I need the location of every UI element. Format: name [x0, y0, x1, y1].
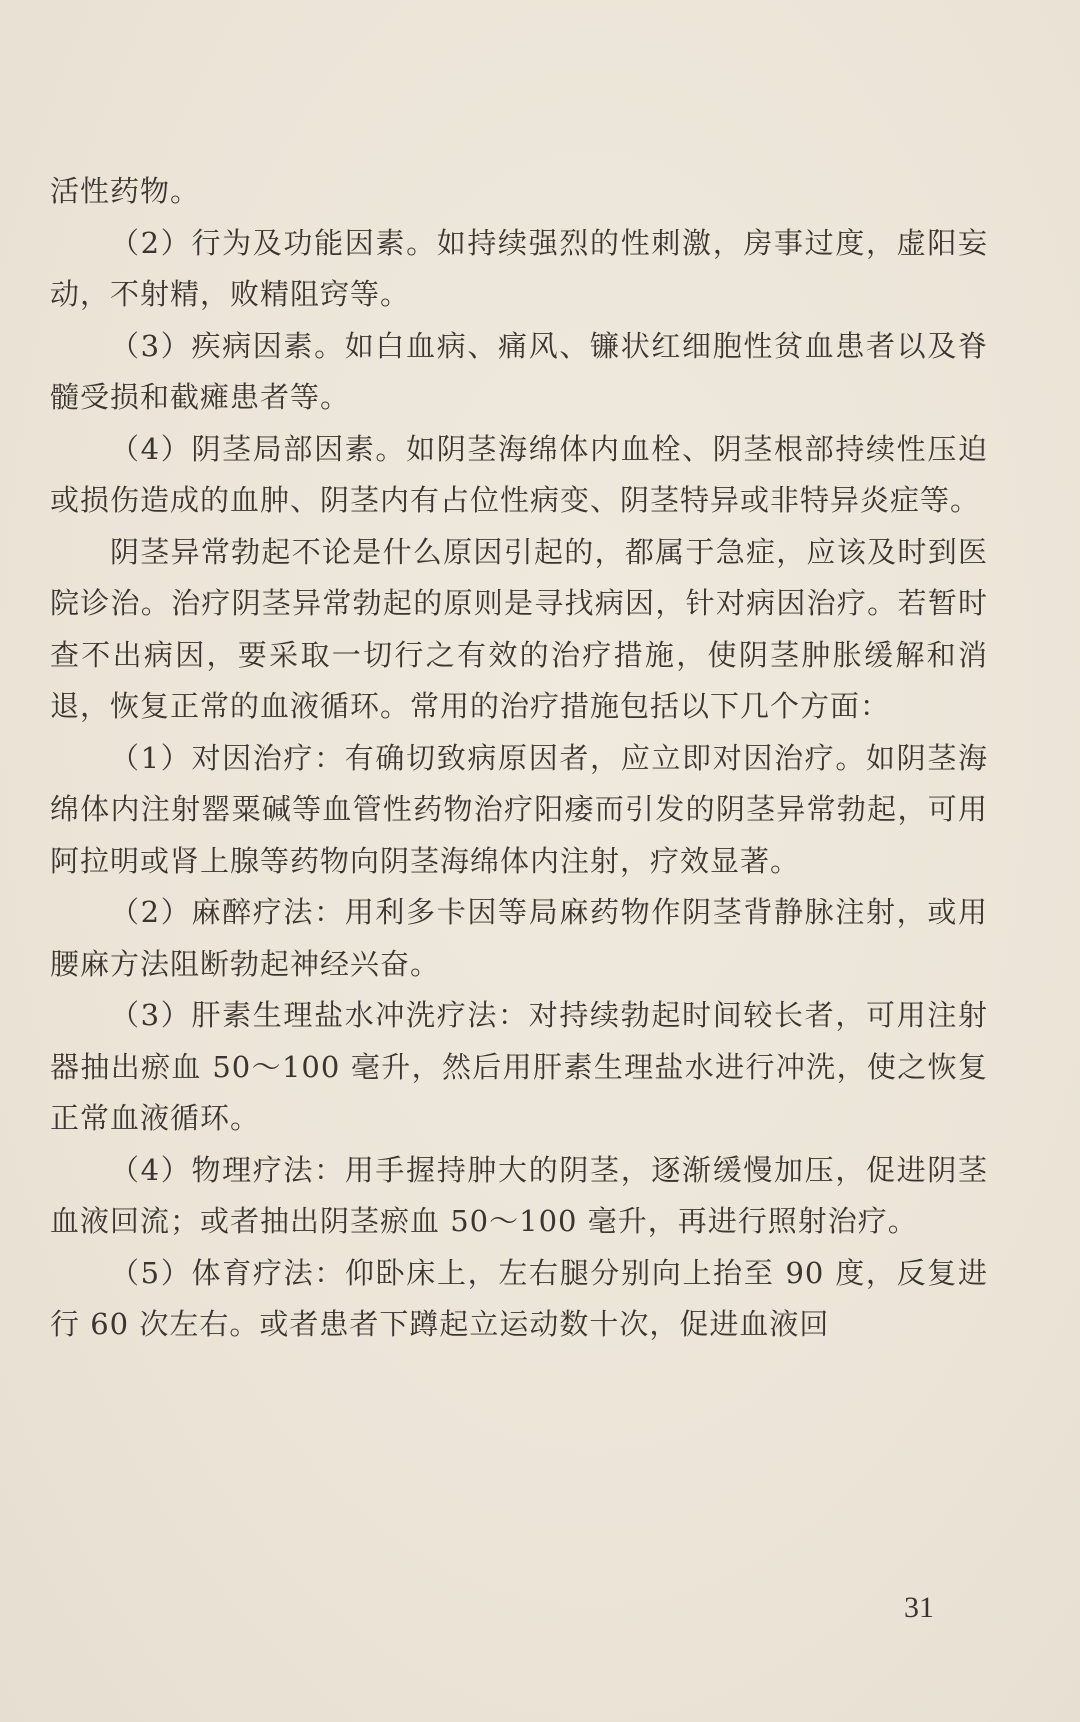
paragraph-3: （3）疾病因素。如白血病、痛风、镰状红细胞性贫血患者以及脊髓受损和截瘫患者等。	[50, 328, 988, 414]
page-number: 31	[904, 1591, 934, 1624]
paragraph-4: （4）阴茎局部因素。如阴茎海绵体内血栓、阴茎根部持续性压迫或损伤造成的血肿、阴茎内有占位性病变、阴茎特异或非特异炎症等。	[50, 431, 988, 517]
paragraph-7: （2）麻醉疗法：用利多卡因等局麻药物作阴茎背静脉注射，或用腰麻方法阻断勃起神经兴奋。	[50, 895, 988, 981]
paragraph-9: （4）物理疗法：用手握持肿大的阴茎，逐渐缓慢加压，促进阴茎血液回流；或者抽出阴茎瘀血 50～100 毫升，再进行照射治疗。	[50, 1152, 988, 1238]
paragraph-8: （3）肝素生理盐水冲洗疗法：对持续勃起时间较长者，可用注射器抽出瘀血 50～100 毫升，然后用肝素生理盐水进行冲洗，使之恢复正常血液循环。	[50, 998, 988, 1135]
paragraph-5: 阴茎异常勃起不论是什么原因引起的，都属于急症，应该及时到医院诊治。治疗阴茎异常勃起的原则是寻找病因，针对病因治疗。若暂时查不出病因，要采取一切行之有效的治疗措施，使阴茎肿胀缓解和消退，恢复正常的血液循环。常用的治疗措施包括以下几个方面：	[50, 534, 988, 723]
paragraph-10: （5）体育疗法：仰卧床上，左右腿分别向上抬至 90 度，反复进行 60 次左右。或者患者下蹲起立运动数十次，促进血液回	[50, 1255, 988, 1341]
paragraph-1: 活性药物。	[50, 174, 201, 208]
paragraph-2: （2）行为及功能因素。如持续强烈的性刺激，房事过度，虚阳妄动，不射精，败精阻窍等。	[50, 225, 988, 311]
body-text	[50, 166, 988, 1351]
paragraph-6: （1）对因治疗：有确切致病原因者，应立即对因治疗。如阴茎海绵体内注射罂粟碱等血管性药物治疗阳痿而引发的阴茎异常勃起，可用阿拉明或肾上腺等药物向阴茎海绵体内注射，疗效显著。	[50, 740, 988, 878]
